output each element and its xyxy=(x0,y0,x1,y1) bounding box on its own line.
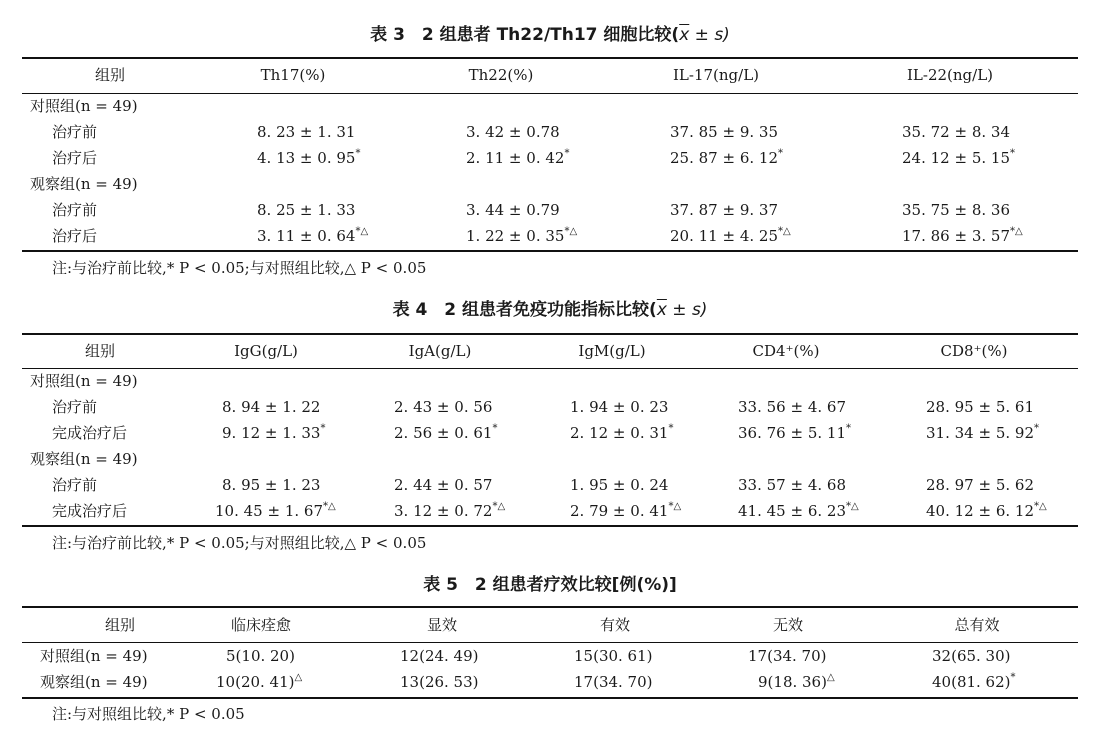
table4-header-igm: IgM(g/L) xyxy=(578,342,646,360)
table-row xyxy=(22,197,1078,223)
value-cell: 35. 75 ± 8. 36 xyxy=(902,201,1010,219)
value-cell: 2. 56 ± 0. 61* xyxy=(394,423,498,442)
value-cell: 17(34. 70) xyxy=(574,673,653,691)
significance-mark: * xyxy=(668,423,674,434)
significance-mark: *△ xyxy=(322,501,336,512)
value-cell: 8. 23 ± 1. 31 xyxy=(257,123,356,141)
significance-mark: △ xyxy=(294,672,303,683)
value-cell: 3. 11 ± 0. 64*△ xyxy=(257,226,369,245)
table-row xyxy=(22,498,1078,524)
value-cell: 37. 87 ± 9. 37 xyxy=(670,201,778,219)
value-cell: 15(30. 61) xyxy=(574,647,653,665)
table3-group-label: 观察组(n = 49) xyxy=(30,175,138,193)
significance-mark: *△ xyxy=(777,226,791,237)
table5-header-cure: 临床痊愈 xyxy=(230,616,292,634)
value-cell: 10. 45 ± 1. 67*△ xyxy=(215,501,336,520)
table3-group-label: 对照组(n = 49) xyxy=(30,97,138,115)
value-cell: 33. 56 ± 4. 67 xyxy=(738,398,846,416)
value-cell: 33. 57 ± 4. 68 xyxy=(738,476,846,494)
row-label: 完成治疗后 xyxy=(52,502,128,520)
table5-header-group: 组别 xyxy=(104,616,136,634)
value-cell: 32(65. 30) xyxy=(932,647,1011,665)
significance-mark: *△ xyxy=(845,501,859,512)
table-row xyxy=(22,119,1078,145)
table5-top-rule xyxy=(22,606,1078,608)
table-row xyxy=(22,669,1078,695)
value-cell: 2. 43 ± 0. 56 xyxy=(394,398,493,416)
table5-note: 注:与对照组比较,* P < 0.05 xyxy=(52,705,245,723)
table5-caption: 表 5 2 组患者疗效比较[例(%)] xyxy=(423,575,677,595)
table4-top-rule xyxy=(22,333,1078,335)
significance-mark: *△ xyxy=(492,501,506,512)
table4-header-iga: IgA(g/L) xyxy=(408,342,472,360)
significance-mark: * xyxy=(1009,148,1015,159)
row-label: 治疗前 xyxy=(52,398,98,416)
value-cell: 8. 95 ± 1. 23 xyxy=(222,476,321,494)
table3-header-group: 组别 xyxy=(94,66,126,84)
row-label: 治疗后 xyxy=(52,227,98,245)
value-cell: 2. 12 ± 0. 31* xyxy=(570,423,674,442)
value-cell: 28. 97 ± 5. 62 xyxy=(926,476,1034,494)
table3-bottom-rule xyxy=(22,250,1078,252)
row-label: 治疗前 xyxy=(52,201,98,219)
table5-header-total: 总有效 xyxy=(954,616,1000,634)
value-cell: 20. 11 ± 4. 25*△ xyxy=(670,226,791,245)
value-cell: 37. 85 ± 9. 35 xyxy=(670,123,778,141)
row-label: 治疗前 xyxy=(52,476,98,494)
significance-mark: * xyxy=(320,423,326,434)
significance-mark: *△ xyxy=(564,226,578,237)
table4-header-cd4: CD4⁺(%) xyxy=(752,342,820,360)
significance-mark: *△ xyxy=(1033,501,1047,512)
value-cell: 41. 45 ± 6. 23*△ xyxy=(738,501,859,520)
table5-header-row xyxy=(22,612,1078,638)
table5-bottom-rule xyxy=(22,697,1078,699)
value-cell: 8. 94 ± 1. 22 xyxy=(222,398,321,416)
row-label: 观察组(n = 49) xyxy=(40,673,148,691)
table-row xyxy=(22,420,1078,446)
value-cell: 40. 12 ± 6. 12*△ xyxy=(926,501,1047,520)
value-cell: 1. 94 ± 0. 23 xyxy=(570,398,669,416)
value-cell: 31. 34 ± 5. 92* xyxy=(926,423,1039,442)
table4-group-label: 对照组(n = 49) xyxy=(30,372,138,390)
table5-header-ineffective: 无效 xyxy=(772,616,804,634)
table3-group-row xyxy=(22,171,1078,197)
table4-header-cd8: CD8⁺(%) xyxy=(940,342,1008,360)
table-row xyxy=(22,643,1078,669)
significance-mark: * xyxy=(845,423,851,434)
significance-mark: * xyxy=(355,148,361,159)
value-cell: 2. 79 ± 0. 41*△ xyxy=(570,501,682,520)
significance-mark: △ xyxy=(826,672,835,683)
table3-header-il22: IL-22(ng/L) xyxy=(906,66,994,84)
significance-mark: * xyxy=(777,148,783,159)
table4-caption: 表 4 2 组患者免疫功能指标比较$(\overline{x} \pm s)$ xyxy=(392,300,708,320)
value-cell: 25. 87 ± 6. 12* xyxy=(670,148,783,167)
row-label: 对照组(n = 49) xyxy=(40,647,148,665)
table3-header-th17: Th17(%) xyxy=(260,66,326,84)
table4-group-row xyxy=(22,368,1078,394)
table3-header-il17: IL-17(ng/L) xyxy=(672,66,760,84)
significance-mark: *△ xyxy=(668,501,682,512)
table-row xyxy=(22,145,1078,171)
value-cell: 36. 76 ± 5. 11* xyxy=(738,423,851,442)
table5-header-marked: 显效 xyxy=(426,616,458,634)
value-cell: 17(34. 70) xyxy=(748,647,827,665)
value-cell: 40(81. 62)* xyxy=(932,672,1016,691)
significance-mark: * xyxy=(564,148,570,159)
value-cell: 3. 12 ± 0. 72*△ xyxy=(394,501,506,520)
table3-note: 注:与治疗前比较,* P < 0.05;与对照组比较,△ P < 0.05 xyxy=(52,259,427,277)
value-cell: 24. 12 ± 5. 15* xyxy=(902,148,1015,167)
value-cell: 28. 95 ± 5. 61 xyxy=(926,398,1034,416)
table3-top-rule xyxy=(22,57,1078,59)
value-cell: 2. 11 ± 0. 42* xyxy=(466,148,570,167)
value-cell: 1. 22 ± 0. 35*△ xyxy=(466,226,578,245)
value-cell: 10(20. 41)△ xyxy=(216,672,303,691)
value-cell: 8. 25 ± 1. 33 xyxy=(257,201,356,219)
table4-header-row xyxy=(22,338,1078,364)
value-cell: 1. 95 ± 0. 24 xyxy=(570,476,669,494)
table4-header-igg: IgG(g/L) xyxy=(234,342,298,360)
table-row xyxy=(22,472,1078,498)
row-label: 治疗前 xyxy=(52,123,98,141)
value-cell: 13(26. 53) xyxy=(400,673,479,691)
value-cell: 12(24. 49) xyxy=(400,647,479,665)
value-cell: 2. 44 ± 0. 57 xyxy=(394,476,493,494)
table4-bottom-rule xyxy=(22,525,1078,527)
row-label: 治疗后 xyxy=(52,149,98,167)
table3-header-row xyxy=(22,62,1078,88)
table4-note: 注:与治疗前比较,* P < 0.05;与对照组比较,△ P < 0.05 xyxy=(52,534,427,552)
significance-mark: * xyxy=(492,423,498,434)
table-row xyxy=(22,223,1078,249)
table3-group-row xyxy=(22,93,1078,119)
table4-header-group: 组别 xyxy=(84,342,116,360)
value-cell: 9(18. 36)△ xyxy=(758,672,835,691)
value-cell: 9. 12 ± 1. 33* xyxy=(222,423,326,442)
table3-caption: 表 3 2 组患者 Th22/Th17 细胞比较$(\overline{x} \pm s)$ xyxy=(370,25,730,45)
row-label: 完成治疗后 xyxy=(52,424,128,442)
significance-mark: * xyxy=(1010,672,1016,683)
table-row xyxy=(22,394,1078,420)
value-cell: 4. 13 ± 0. 95* xyxy=(257,148,361,167)
value-cell: 5(10. 20) xyxy=(226,647,295,665)
table3-header-th22: Th22(%) xyxy=(468,66,534,84)
table4-group-label: 观察组(n = 49) xyxy=(30,450,138,468)
table4-group-row xyxy=(22,446,1078,472)
value-cell: 3. 44 ± 0.79 xyxy=(466,201,560,219)
value-cell: 35. 72 ± 8. 34 xyxy=(902,123,1010,141)
significance-mark: *△ xyxy=(1009,226,1023,237)
value-cell: 17. 86 ± 3. 57*△ xyxy=(902,226,1023,245)
value-cell: 3. 42 ± 0.78 xyxy=(466,123,560,141)
significance-mark: *△ xyxy=(355,226,369,237)
table5-header-effective: 有效 xyxy=(599,616,631,634)
significance-mark: * xyxy=(1033,423,1039,434)
